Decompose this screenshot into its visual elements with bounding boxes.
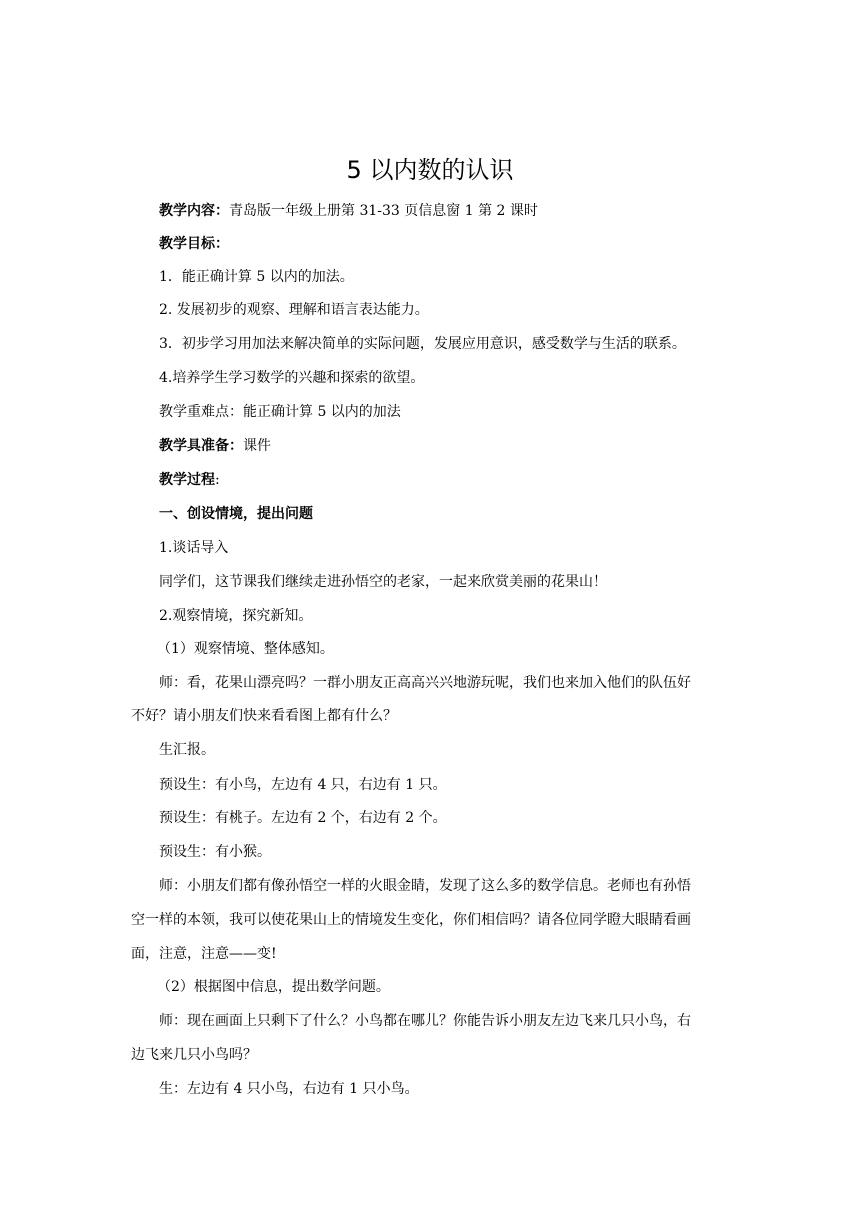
paragraph: 同学们，这节课我们继续走进孙悟空的老家，一起来欣赏美丽的花果山！ (159, 574, 607, 590)
paragraph: 师：小朋友们都有像孙悟空一样的火眼金睛，发现了这么多的数学信息。老师也有孙悟 (159, 878, 691, 894)
materials-value: 课件 (243, 438, 271, 454)
paragraph: 面，注意，注意——变! (131, 946, 277, 962)
process-colon: : (215, 472, 220, 488)
teaching-content-line (159, 201, 739, 221)
teaching-content-label: 教学内容： (159, 203, 229, 219)
objectives-heading: 教学目标： (159, 236, 229, 252)
objective-3: 3．初步学习用加法来解决简单的实际问题，发展应用意识，感受数学与生活的联系。 (159, 336, 686, 352)
objective-1: 1．能正确计算 5 以内的加法。 (159, 269, 354, 285)
paragraph: 空一样的本领，我可以使花果山上的情境发生变化，你们相信吗？请各位同学瞪大眼睛看画 (131, 912, 691, 928)
paragraph: （1）观察情境、整体感知。 (157, 641, 334, 657)
document-title: 5 以内数的认识 (346, 156, 514, 184)
paragraph: 生汇报。 (159, 742, 215, 758)
teaching-content-value: 青岛版一年级上册第 31-33 页信息窗 1 第 2 课时 (229, 203, 538, 219)
paragraph: 预设生：有小猴。 (159, 844, 271, 860)
paragraph: 2.观察情境，探究新知。 (159, 608, 313, 624)
paragraph: 预设生：有小鸟，左边有 4 只，右边有 1 只。 (159, 777, 447, 793)
paragraph: 生：左边有 4 只小鸟，右边有 1 只小鸟。 (159, 1081, 419, 1097)
materials-line (159, 436, 739, 456)
paragraph: 不好？请小朋友们快来看看图上都有什么？ (131, 708, 397, 724)
key-points: 教学重难点：能正确计算 5 以内的加法 (159, 404, 401, 420)
paragraph: 师：看，花果山漂亮吗？一群小朋友正高高兴兴地游玩呢，我们也来加入他们的队伍好 (159, 675, 691, 691)
materials-label: 教学具准备： (159, 438, 243, 454)
objective-4: 4.培养学生学习数学的兴趣和探索的欲望。 (159, 370, 425, 386)
paragraph: 预设生：有桃子。左边有 2 个，右边有 2 个。 (159, 810, 447, 826)
section-1-heading: 一、创设情境，提出问题 (159, 506, 313, 522)
process-heading (159, 470, 739, 490)
paragraph: 1.谈话导入 (159, 540, 229, 556)
paragraph: 边飞来几只小鸟吗？ (131, 1047, 257, 1063)
paragraph: 师：现在画面上只剩下了什么？小鸟都在哪儿？你能告诉小朋友左边飞来几只小鸟，右 (159, 1013, 691, 1029)
objective-2: 2. 发展初步的观察、理解和语言表达能力。 (159, 302, 429, 318)
paragraph: （2）根据图中信息，提出数学问题。 (157, 979, 390, 995)
process-label: 教学过程 (159, 472, 215, 488)
